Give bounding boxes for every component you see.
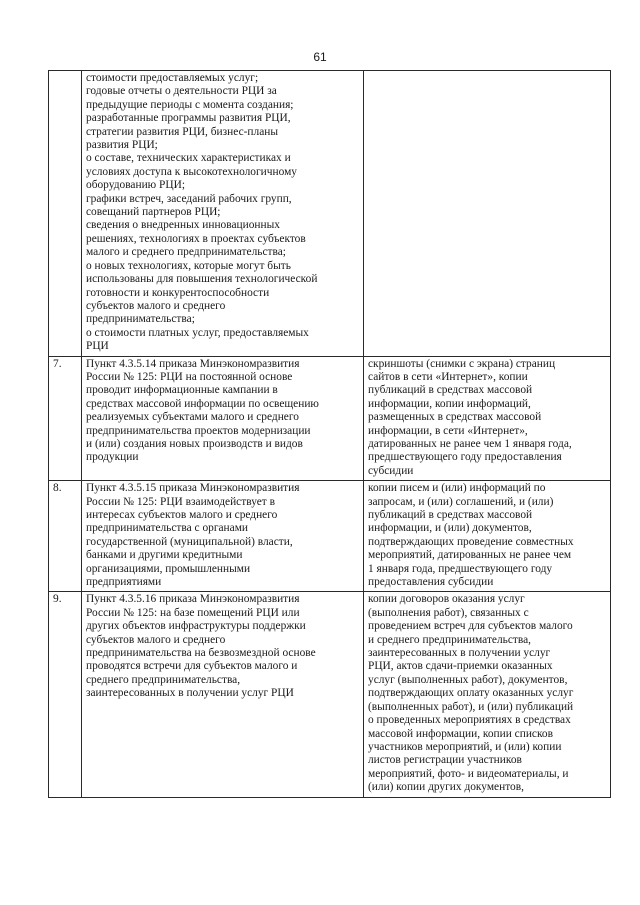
text-line: о составе, технических характеристиках и: [86, 152, 291, 165]
criterion-cell: [82, 481, 364, 592]
text-line: мероприятий, фото- и видеоматериалы, и: [368, 767, 569, 780]
documents-cell: [364, 71, 611, 357]
text-line: реализуемых субъектами малого и среднего: [86, 411, 299, 424]
table-row: [49, 71, 611, 357]
text-line: заинтересованных в получении услуг: [368, 647, 551, 660]
text-line: Пункт 4.3.5.16 приказа Минэкономразвития: [86, 593, 300, 606]
table-row: [49, 592, 611, 797]
row-number: 7.: [49, 356, 82, 481]
text-line: скриншоты (снимки с экрана) страниц: [368, 357, 556, 370]
text-line: (выполнения работ), связанных с: [368, 606, 529, 619]
text-line: РЦИ, актов сдачи-приемки оказанных: [368, 660, 553, 673]
text-line: предпринимательства с органами: [86, 522, 249, 535]
text-line: мероприятий, датированных не ранее чем: [368, 549, 572, 562]
text-line: публикаций в средствах массовой: [368, 509, 533, 521]
text-line: размещенных в средствах массовой: [368, 411, 542, 424]
text-line: 1 января года, предшествующего году: [368, 562, 553, 575]
text-line: России № 125: РЦИ взаимодействует в: [86, 495, 276, 508]
text-line: субъектов малого и среднего: [86, 299, 226, 312]
requirements-table-body: [49, 71, 611, 798]
text-line: стоимости предоставляемых услуг;: [86, 72, 259, 84]
text-line: России № 125: РЦИ на постоянной основе: [86, 370, 293, 383]
text-line: информации, и (или) документов,: [368, 522, 532, 535]
documents-cell: [364, 592, 611, 797]
text-line: участников мероприятий, и (или) копии: [368, 740, 562, 753]
text-line: продукции: [86, 451, 139, 464]
text-line: запросам, и (или) соглашений, и (или): [368, 495, 554, 508]
text-line: разработанные программы развития РЦИ,: [86, 112, 291, 125]
text-line: среднего предпринимательства,: [86, 673, 241, 686]
text-line: малого и среднего предпринимательства;: [86, 246, 286, 259]
text-line: предприятиями: [86, 576, 162, 589]
documents-cell: [364, 481, 611, 592]
criterion-cell: [82, 356, 364, 481]
text-line: массовой информации, копии списков: [368, 727, 554, 740]
text-line: субсидии: [368, 464, 414, 477]
text-line: и (или) создания новых производств и видов: [86, 437, 303, 450]
text-line: стратегии развития РЦИ, бизнес-планы: [86, 125, 279, 138]
text-line: предоставления субсидии: [368, 576, 494, 589]
text-line: использованы для повышения технологической: [86, 273, 318, 286]
table-row: [49, 356, 611, 481]
text-line: интересах субъектов малого и среднего: [86, 509, 278, 521]
text-line: средствах массовой информации по освещению: [86, 397, 319, 410]
text-line: листов регистрации участников: [368, 754, 522, 767]
text-line: субъектов малого и среднего: [86, 633, 226, 646]
text-line: решениях, технологиях в проектах субъектов: [86, 232, 306, 245]
text-line: проведением встреч для субъектов малого: [368, 620, 573, 633]
row-number: 9.: [49, 592, 82, 797]
text-line: предпринимательства проектов модернизации: [86, 424, 311, 437]
text-line: о проведенных мероприятиях в средствах: [368, 714, 571, 727]
row-number: [49, 71, 82, 357]
page-number: 61: [313, 50, 327, 64]
text-line: информации, копии информаций,: [368, 397, 531, 410]
text-line: предыдущие периоды с момента создания;: [86, 98, 294, 111]
text-line: сайтов в сети «Интернет», копии: [368, 370, 528, 383]
text-line: проводятся встречи для субъектов малого и: [86, 660, 298, 673]
criterion-cell: [82, 71, 364, 357]
text-line: РЦИ: [86, 340, 109, 353]
table-row: [49, 481, 611, 592]
text-line: развития РЦИ;: [86, 139, 158, 152]
text-line: (или) копии других документов,: [368, 781, 524, 794]
text-line: и среднего предпринимательства,: [368, 633, 532, 646]
text-line: предпринимательства на безвозмездной основе: [86, 647, 316, 660]
text-line: о новых технологиях, которые могут быть: [86, 259, 291, 272]
text-line: информации, в сети «Интернет»,: [368, 424, 528, 437]
text-line: о стоимости платных услуг, предоставляемых: [86, 326, 309, 339]
text-line: публикаций в средствах массовой: [368, 384, 533, 397]
documents-cell: [364, 356, 611, 481]
text-line: годовые отчеты о деятельности РЦИ за: [86, 85, 277, 98]
text-line: банками и другими кредитными: [86, 549, 243, 562]
text-line: заинтересованных в получении услуг РЦИ: [86, 687, 294, 700]
text-line: государственной (муниципальной) власти,: [86, 535, 293, 548]
requirements-table: [48, 70, 611, 798]
text-line: Пункт 4.3.5.14 приказа Минэкономразвития: [86, 357, 300, 370]
text-line: (выполненных работ), и (или) публикаций: [368, 700, 574, 713]
text-line: копии писем и (или) информаций по: [368, 482, 546, 495]
text-line: подтверждающих оплату оказанных услуг: [368, 687, 574, 700]
text-line: Пункт 4.3.5.15 приказа Минэкономразвития: [86, 482, 300, 495]
text-line: условиях доступа к высокотехнологичному: [86, 165, 297, 178]
text-line: графики встреч, заседаний рабочих групп,: [86, 192, 292, 205]
text-line: датированных не ранее чем 1 января года,: [368, 437, 572, 450]
text-line: копии договоров оказания услуг: [368, 593, 525, 606]
text-line: России № 125: на базе помещений РЦИ или: [86, 606, 300, 619]
text-line: предпринимательства;: [86, 313, 195, 326]
text-line: подтверждающих проведение совместных: [368, 535, 574, 548]
text-line: совещаний партнеров РЦИ;: [86, 206, 221, 219]
text-line: проводит информационные кампании в: [86, 384, 278, 397]
text-line: услуг (выполненных работ), документов,: [368, 673, 568, 686]
text-line: предшествующего году предоставления: [368, 451, 562, 464]
row-number: 8.: [49, 481, 82, 592]
text-line: организациями, промышленными: [86, 562, 251, 575]
text-line: других объектов инфраструктуры поддержки: [86, 620, 306, 633]
text-line: оборудованию РЦИ;: [86, 179, 185, 192]
text-line: сведения о внедренных инновационных: [86, 219, 280, 232]
criterion-cell: [82, 592, 364, 797]
text-line: готовности и конкурентоспособности: [86, 286, 270, 299]
